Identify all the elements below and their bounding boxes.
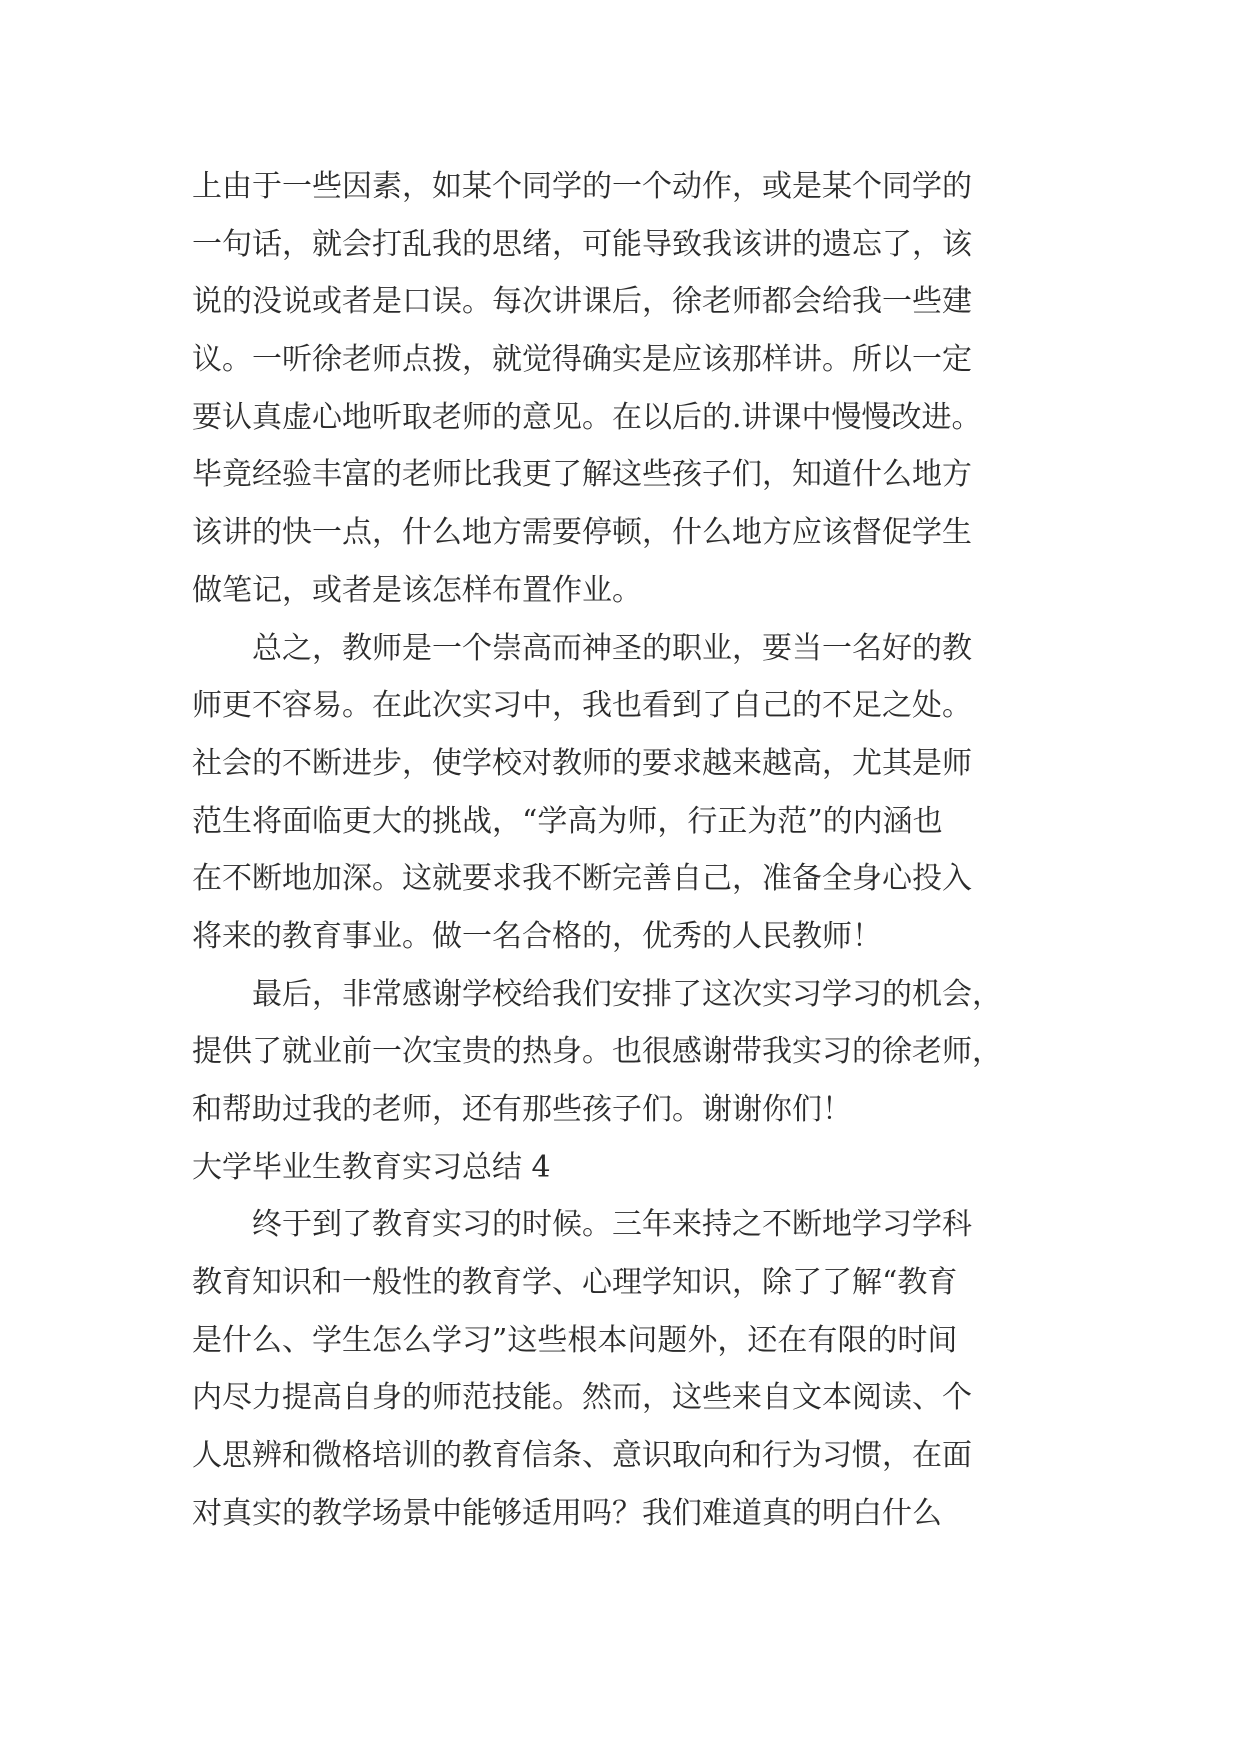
text-line: 提供了就业前一次宝贵的热身。也很感谢带我实习的徐老师，: [192, 1034, 1002, 1070]
text-line: 要认真虚心地听取老师的意见。在以后的.讲课中慢慢改进。: [192, 399, 982, 435]
text-line: 在不断地加深。这就要求我不断完善自己，准备全身心投入: [192, 861, 972, 897]
text-line: 上由于一些因素，如某个同学的一个动作，或是某个同学的: [192, 169, 972, 204]
paragraph-start-line: 终于到了教育实习的时候。三年来持之不断地学习学科: [252, 1207, 972, 1243]
text-line: 一句话，就会打乱我的思绪，可能导致我该讲的遗忘了，该: [192, 226, 972, 262]
text-line: 对真实的教学场景中能够适用吗？我们难道真的明白什么: [192, 1495, 942, 1531]
text-line: 做笔记，或者是该怎样布置作业。: [192, 572, 642, 608]
text-line: 该讲的快一点，什么地方需要停顿，什么地方应该督促学生: [192, 515, 972, 551]
text-line: 范生将面临更大的挑战，“学高为师，行正为范”的内涵也: [192, 803, 943, 839]
text-line: 毕竟经验丰富的老师比我更了解这些孩子们，知道什么地方: [192, 457, 972, 493]
text-line: 和帮助过我的老师，还有那些孩子们。谢谢你们！: [192, 1092, 852, 1127]
text-line: 教育知识和一般性的教育学、心理学知识，除了了解“教育: [192, 1265, 958, 1301]
text-line: 人思辨和微格培训的教育信条、意识取向和行为习惯，在面: [192, 1438, 972, 1474]
paragraph-start-line: 最后，非常感谢学校给我们安排了这次实习学习的机会，: [252, 976, 1002, 1012]
section-heading: 大学毕业生教育实习总结 4: [192, 1149, 551, 1185]
text-line: 是什么、学生怎么学习”这些根本问题外，还在有限的时间: [192, 1322, 958, 1358]
text-line: 将来的教育事业。做一名合格的，优秀的人民教师！: [192, 918, 882, 954]
text-line: 社会的不断进步，使学校对教师的要求越来越高，尤其是师: [192, 745, 972, 781]
text-line: 议。一听徐老师点拨，就觉得确实是应该那样讲。所以一定: [192, 342, 972, 378]
text-line: 师更不容易。在此次实习中，我也看到了自己的不足之处。: [192, 688, 972, 724]
text-line: 说的没说或者是口误。每次讲课后，徐老师都会给我一些建: [192, 284, 972, 320]
text-line: 内尽力提高自身的师范技能。然而，这些来自文本阅读、个: [192, 1380, 972, 1416]
paragraph-start-line: 总之，教师是一个崇高而神圣的职业，要当一名好的教: [252, 630, 972, 666]
document-body: [192, 158, 1072, 1543]
